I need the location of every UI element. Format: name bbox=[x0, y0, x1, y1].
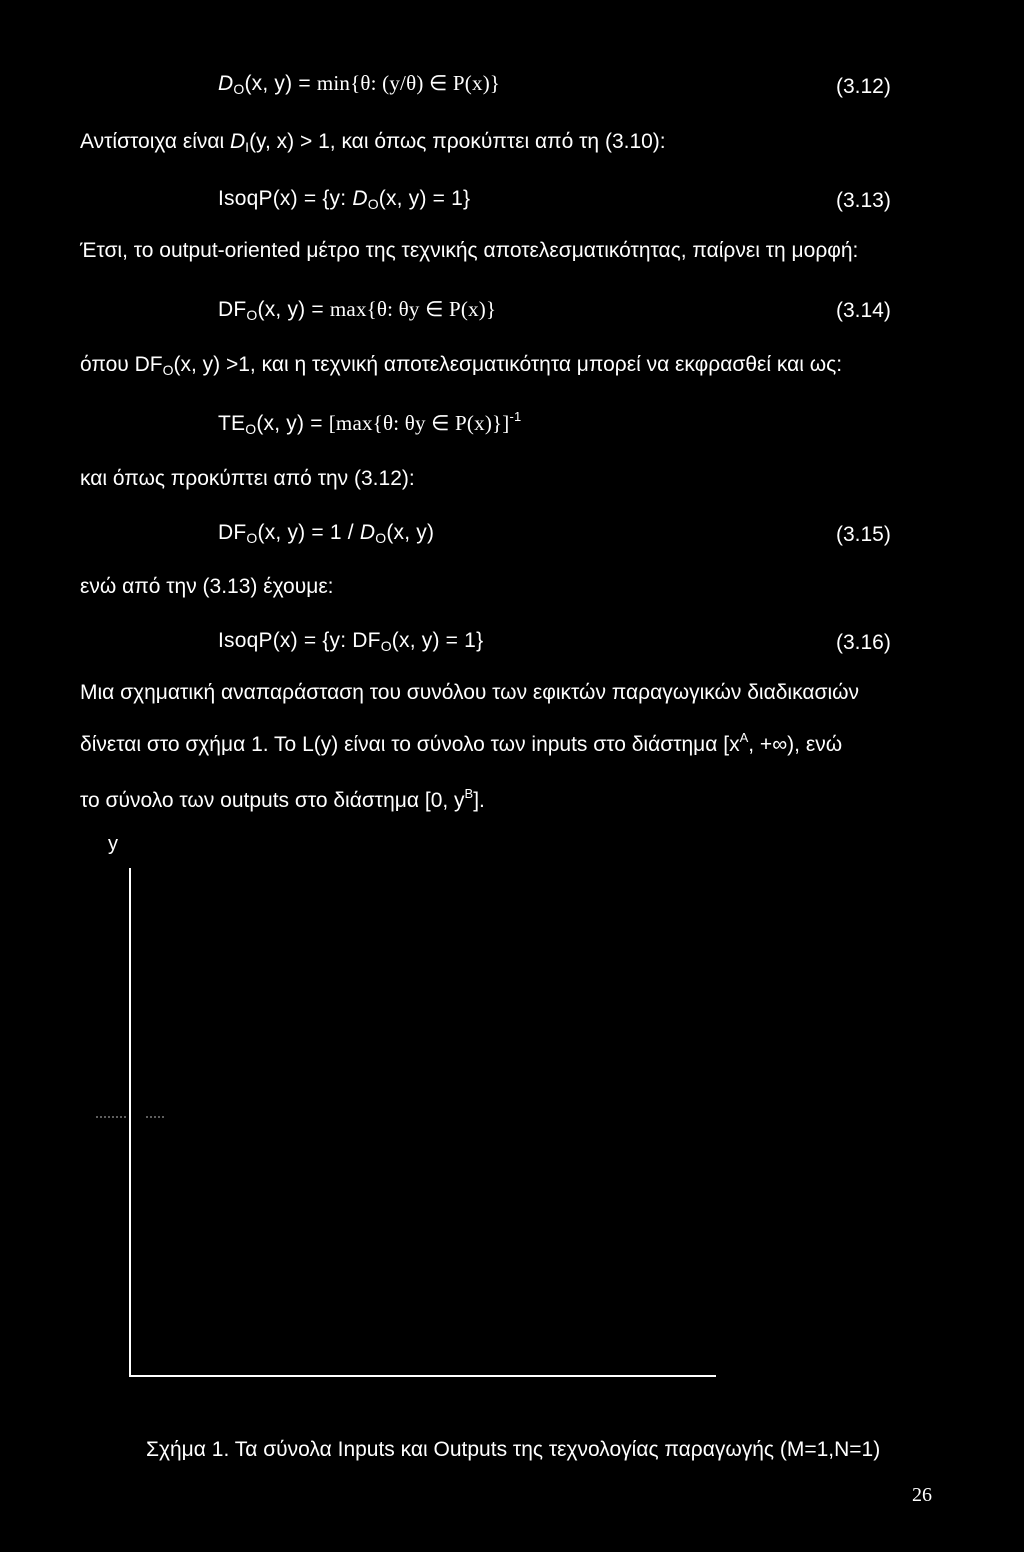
eq313-subscript: O bbox=[367, 196, 379, 212]
eq315-text-a: DF bbox=[218, 521, 247, 544]
paragraph-2: Έτσι, το output-oriented μέτρο της τεχνικής αποτελεσματικότητας, παίρνει τη μορφή: bbox=[80, 239, 859, 262]
y-axis-label: y bbox=[108, 833, 118, 855]
paragraph-4: και όπως προκύπτει από την (3.12): bbox=[80, 467, 415, 490]
paragraph-6-line-3 bbox=[80, 788, 485, 816]
te-text-b: (x, y) = bbox=[256, 412, 329, 435]
eq314-body: max{θ: θy ∈ P(x)} bbox=[329, 297, 497, 321]
para6-line2-text-b: , +∞), ενώ bbox=[748, 733, 843, 756]
para1-subscript: I bbox=[245, 139, 250, 155]
eq314-text-b: (x, y) = bbox=[257, 298, 330, 321]
te-body: [max{θ: θy ∈ P(x)}] bbox=[328, 411, 510, 435]
eq312-number: (3.12) bbox=[836, 75, 891, 98]
para6-line3-text-a: το σύνολο των outputs στο διάστημα [0, y bbox=[80, 789, 465, 812]
para3-text-b: (x, y) >1, και η τεχνική αποτελεσματικότητα μπορεί να εκφρασθεί και ως: bbox=[173, 353, 843, 376]
eq315-symbol: D bbox=[359, 521, 376, 544]
equation-3-15 bbox=[218, 520, 434, 547]
equation-3-12 bbox=[218, 70, 500, 98]
page-number: 26 bbox=[912, 1484, 932, 1506]
paragraph-5: ενώ από την (3.13) έχουμε: bbox=[80, 575, 334, 598]
eq314-subscript: O bbox=[246, 307, 258, 323]
paragraph-1 bbox=[80, 129, 666, 156]
para6-line2-superscript: A bbox=[739, 730, 749, 745]
figure-caption: Σχήμα 1. Τα σύνολα Inputs και Outputs της τεχνολογίας παραγωγής (M=1,N=1) bbox=[146, 1438, 881, 1461]
para3-text-a: όπου DF bbox=[80, 353, 163, 376]
para6-line3-superscript: B bbox=[464, 786, 474, 801]
eq312-body: min{θ: (y/θ) ∈ P(x)} bbox=[316, 71, 501, 95]
para1-symbol: D bbox=[230, 130, 246, 153]
eq312-subscript: O bbox=[233, 81, 245, 97]
eq315-subscript-2: O bbox=[375, 530, 387, 546]
te-superscript: -1 bbox=[509, 409, 522, 424]
eq316-subscript: O bbox=[380, 638, 392, 654]
te-text-a: TE bbox=[218, 412, 246, 435]
eq313-number: (3.13) bbox=[836, 189, 891, 212]
equation-3-13 bbox=[218, 186, 470, 213]
eq313-text-a: IsoqP(x) = {y: bbox=[218, 187, 353, 210]
eq315-text-b: (x, y) = 1 / bbox=[257, 521, 360, 544]
para3-subscript: O bbox=[162, 362, 174, 378]
equation-te bbox=[218, 410, 521, 439]
eq314-number: (3.14) bbox=[836, 299, 891, 322]
eq315-subscript-1: O bbox=[246, 530, 258, 546]
paragraph-6-line-2 bbox=[80, 732, 842, 760]
para6-line2-text-a: δίνεται στο σχήμα 1. Το L(y) είναι το σύνολο των inputs στο διάστημα [x bbox=[80, 733, 740, 756]
para1-text-b: (y, x) > 1, και όπως προκύπτει από τη (3.10): bbox=[249, 130, 666, 153]
equation-3-16 bbox=[218, 628, 483, 655]
paragraph-6-line-1: Μια σχηματική αναπαράσταση του συνόλου των εφικτών παραγωγικών διαδικασιών bbox=[80, 681, 859, 704]
eq316-text-a: IsoqP(x) = {y: DF bbox=[218, 629, 381, 652]
paragraph-3 bbox=[80, 352, 842, 379]
eq313-text-b: (x, y) = 1} bbox=[378, 187, 471, 210]
para6-line3-text-b: ]. bbox=[473, 789, 485, 812]
eq315-text-d: (x, y) bbox=[386, 521, 435, 544]
eq316-text-b: (x, y) = 1} bbox=[391, 629, 484, 652]
para1-text-a: Αντίστοιχα είναι bbox=[80, 130, 230, 153]
eq312-args: (x, y) = bbox=[244, 72, 317, 95]
eq313-symbol: D bbox=[352, 187, 368, 210]
eq315-number: (3.15) bbox=[836, 523, 891, 546]
eq316-number: (3.16) bbox=[836, 631, 891, 654]
eq314-text-a: DF bbox=[218, 298, 247, 321]
equation-3-14 bbox=[218, 296, 496, 324]
te-subscript: O bbox=[245, 421, 257, 437]
eq312-symbol: D bbox=[218, 72, 234, 95]
